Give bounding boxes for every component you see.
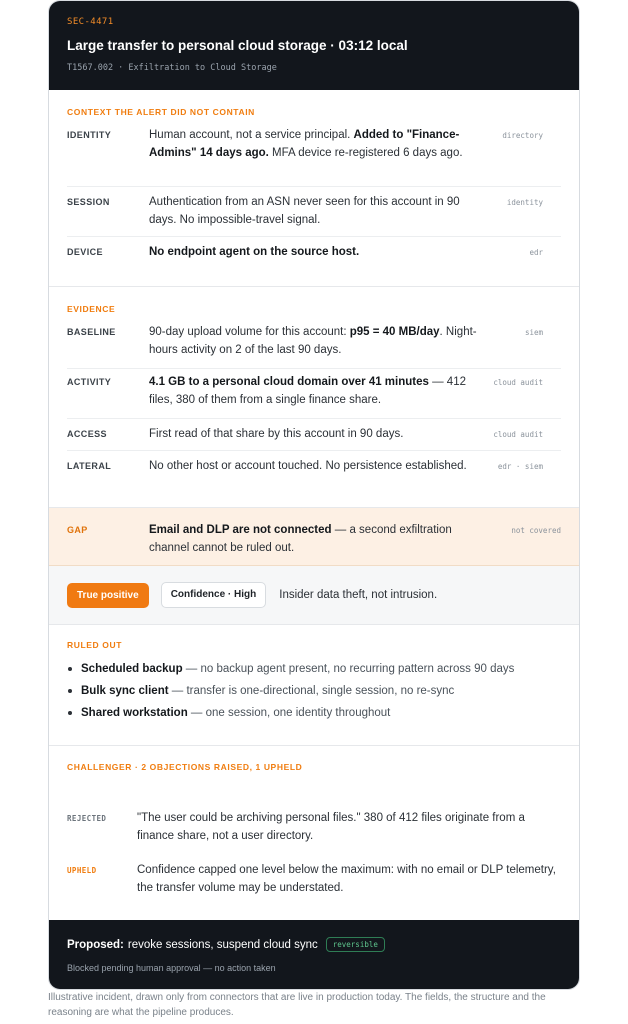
technique-id: T1567.002 · Exfiltration to Cloud Storage bbox=[67, 63, 277, 73]
approval-status: Blocked pending human approval — no action taken bbox=[67, 963, 276, 973]
gap-label: GAP bbox=[67, 525, 88, 535]
row-text: 4.1 GB to a personal cloud domain over 41 minutes — 412 files, 380 of them from a single finance share. bbox=[149, 376, 466, 406]
gap-row bbox=[49, 508, 579, 566]
row-label: ACCESS bbox=[67, 429, 107, 439]
incident-id: SEC-4471 bbox=[67, 17, 114, 27]
incident-header bbox=[49, 1, 579, 90]
ruled-out-list bbox=[67, 658, 561, 724]
proposed-label: Proposed: bbox=[67, 938, 124, 951]
objection-status: REJECTED bbox=[67, 814, 107, 823]
row-source: directory bbox=[502, 131, 543, 140]
objection-status: UPHELD bbox=[67, 866, 97, 875]
list-item: Bulk sync client — transfer is one-directional, single session, no re-sync bbox=[67, 680, 561, 702]
evidence-row-baseline bbox=[67, 324, 561, 369]
evidence-row-lateral bbox=[67, 451, 561, 501]
row-text: First read of that share by this account in 90 days. bbox=[149, 428, 404, 440]
challenger-section bbox=[49, 746, 579, 920]
row-source: cloud audit bbox=[493, 378, 543, 387]
row-source: edr bbox=[529, 248, 543, 257]
caption: Illustrative incident, drawn only from connectors that are live in production today. The fields, the structure and the reasoning are what the pipeline produces. bbox=[48, 992, 546, 1018]
verdict-summary: Insider data theft, not intrusion. bbox=[279, 589, 438, 601]
objection-upheld bbox=[67, 862, 561, 902]
list-item: Shared workstation — one session, one identity throughout bbox=[67, 702, 561, 724]
row-text: Human account, not a service principal. Added to "Finance-Admins" 14 days ago. MFA device re-registered 6 days ago. bbox=[149, 129, 463, 159]
row-source: siem bbox=[524, 328, 543, 337]
context-row-device bbox=[67, 237, 561, 277]
context-section bbox=[49, 90, 579, 287]
evidence-row-activity bbox=[67, 369, 561, 419]
row-label: IDENTITY bbox=[67, 130, 112, 140]
reversible-badge: reversible bbox=[326, 937, 385, 952]
row-text: No endpoint agent on the source host. bbox=[149, 246, 360, 258]
gap-text: Email and DLP are not connected — a second exfiltration channel cannot be ruled out. bbox=[149, 524, 452, 554]
incident-title: Large transfer to personal cloud storage · 03:12 local bbox=[67, 38, 408, 53]
list-item: Scheduled backup — no backup agent present, no recurring pattern across 90 days bbox=[67, 658, 561, 680]
proposal-footer bbox=[49, 920, 579, 989]
section-heading: CONTEXT THE ALERT DID NOT CONTAIN bbox=[67, 107, 255, 117]
ruled-out-section bbox=[49, 625, 579, 746]
gap-source: not covered bbox=[511, 526, 561, 535]
row-source: identity bbox=[506, 198, 543, 207]
section-heading: CHALLENGER · 2 OBJECTIONS RAISED, 1 UPHELD bbox=[67, 762, 303, 772]
context-row-session bbox=[67, 187, 561, 237]
verdict-bar bbox=[49, 566, 579, 625]
row-text: No other host or account touched. No persistence established. bbox=[149, 460, 467, 472]
row-label: LATERAL bbox=[67, 461, 112, 471]
section-heading: EVIDENCE bbox=[67, 304, 116, 314]
confidence-button[interactable]: Confidence · High bbox=[161, 582, 267, 608]
incident-card bbox=[48, 0, 580, 990]
row-text: Authentication from an ASN never seen for this account in 90 days. No impossible-travel signal. bbox=[149, 196, 460, 226]
row-source: cloud audit bbox=[493, 430, 543, 439]
objection-rejected bbox=[67, 810, 561, 862]
objection-text: "The user could be archiving personal files." 380 of 412 files originate from a finance share, not a user directory. bbox=[137, 812, 525, 842]
row-label: DEVICE bbox=[67, 247, 103, 257]
proposed-action: revoke sessions, suspend cloud sync bbox=[127, 938, 318, 951]
row-source: edr · siem bbox=[497, 462, 543, 471]
section-heading: RULED OUT bbox=[67, 640, 122, 650]
evidence-row-access bbox=[67, 419, 561, 451]
objection-text: Confidence capped one level below the maximum: with no email or DLP telemetry, the transfer volume may be understated. bbox=[137, 864, 556, 894]
row-text: 90-day upload volume for this account: p95 = 40 MB/day. Night-hours activity on 2 of the last 90 days. bbox=[149, 326, 477, 356]
context-row-identity bbox=[67, 127, 561, 187]
row-label: ACTIVITY bbox=[67, 377, 112, 387]
row-label: SESSION bbox=[67, 197, 110, 207]
true-positive-button[interactable]: True positive bbox=[67, 583, 149, 608]
proposal-line bbox=[67, 937, 561, 952]
evidence-section bbox=[49, 287, 579, 508]
gap-content bbox=[67, 522, 561, 557]
row-label: BASELINE bbox=[67, 327, 116, 337]
